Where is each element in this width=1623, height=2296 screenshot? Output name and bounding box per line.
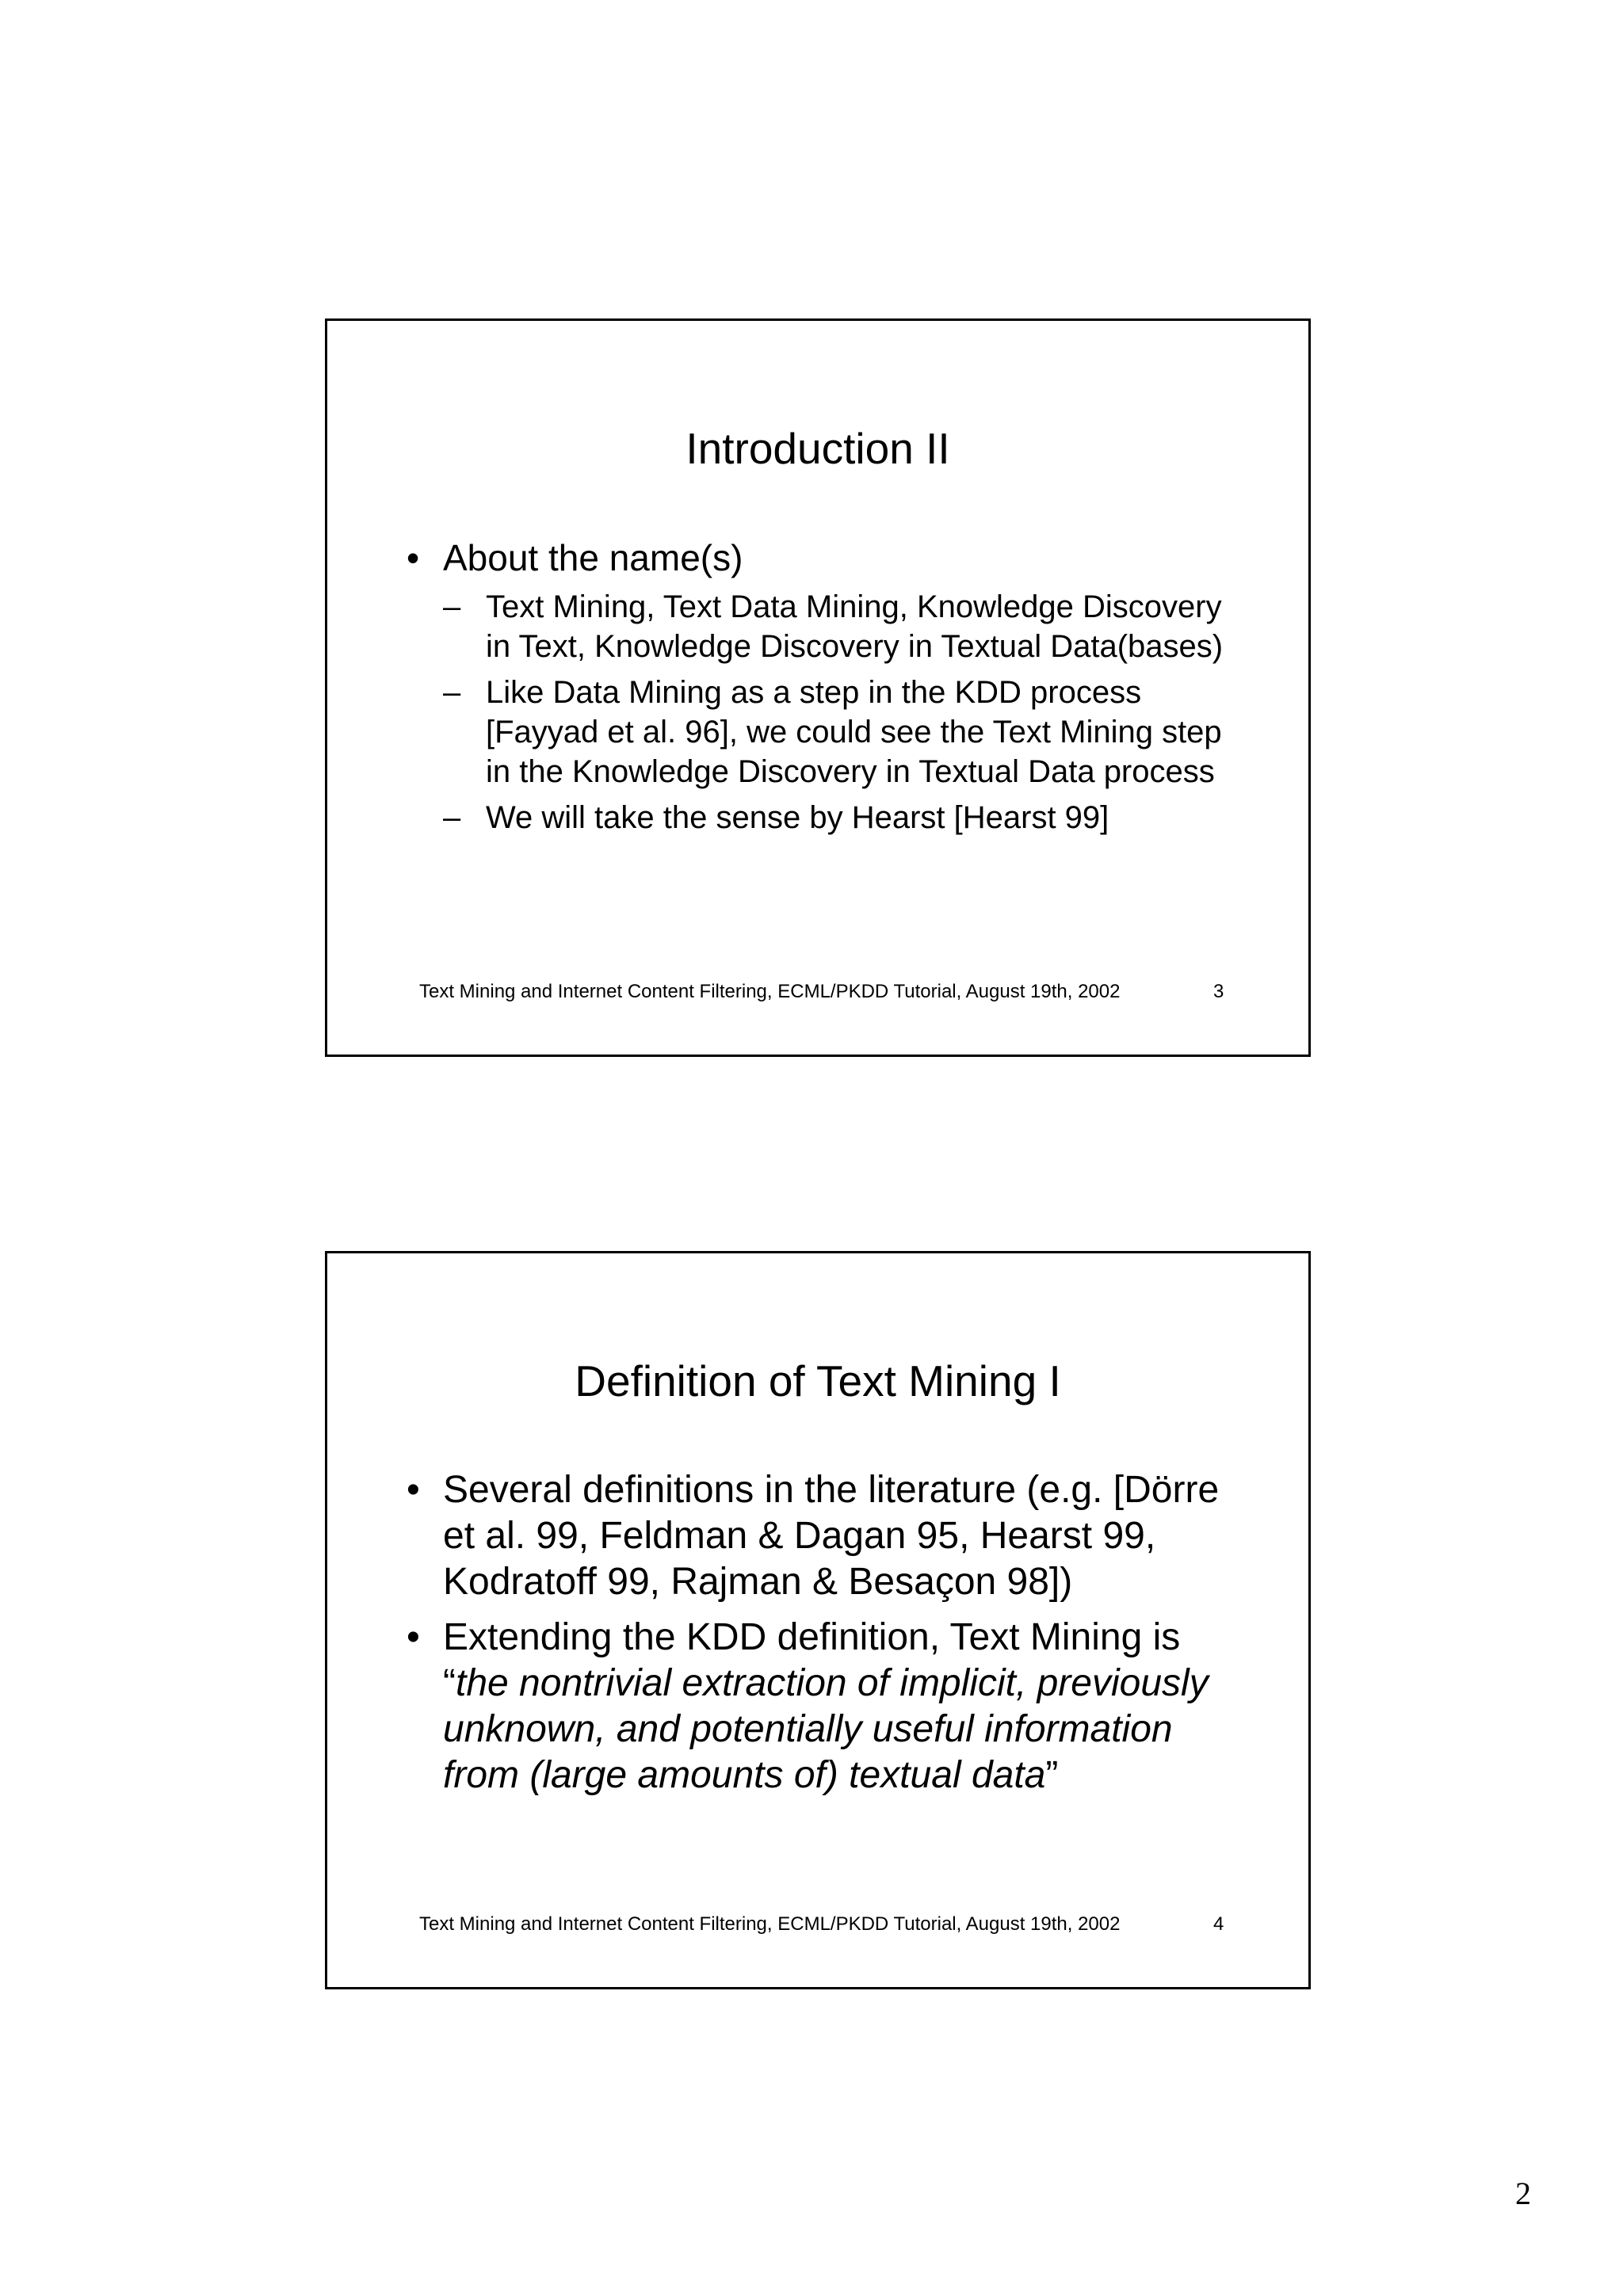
sub-bullet-text: Text Mining, Text Data Mining, Knowledge Discovery in Text, Knowledge Discovery in Textual Data(bases)	[486, 589, 1224, 664]
sub-bullet-marker: –	[443, 675, 461, 710]
definition-quote: the nontrivial extraction of implicit, previously unknown, and potentially useful information from (large amounts of) textual data	[443, 1662, 1209, 1796]
slide-number: 4	[1213, 1913, 1224, 1935]
close-quote: ”	[1045, 1754, 1059, 1796]
sub-bullet-item	[443, 798, 1247, 837]
bullet-marker: •	[407, 1469, 420, 1511]
sub-bullet-item	[443, 587, 1247, 666]
bullet-item	[407, 1615, 1247, 1798]
sub-bullet-item	[443, 673, 1247, 791]
slide-title: Definition of Text Mining I	[575, 1356, 1061, 1405]
sub-bullet-list	[443, 587, 1247, 837]
bullet-marker: •	[407, 537, 420, 578]
page-number: 2	[1515, 2176, 1531, 2211]
bullet-marker: •	[407, 1616, 420, 1658]
open-quote: “	[443, 1662, 456, 1704]
slide-introduction-ii	[325, 318, 1311, 1057]
sub-bullet-text: We will take the sense by Hearst [Hearst 99]	[486, 800, 1109, 835]
bullet-item	[407, 535, 1247, 837]
slide-number: 3	[1213, 981, 1224, 1002]
sub-bullet-marker: –	[443, 589, 461, 624]
sub-bullet-marker: –	[443, 800, 461, 835]
bullet-item	[407, 1467, 1247, 1605]
slide-definition-of-text-mining-i	[325, 1251, 1311, 1989]
slide-footer: Text Mining and Internet Content Filtering, ECML/PKDD Tutorial, August 19th, 2002	[419, 981, 1121, 1002]
slide-title: Introduction II	[685, 424, 950, 473]
bullet-text: About the name(s)	[443, 537, 743, 578]
sub-bullet-text: Like Data Mining as a step in the KDD process [Fayyad et al. 96], we could see the Text Mining step in the Knowledge Discovery in Textual Data process	[486, 675, 1222, 789]
slide-footer: Text Mining and Internet Content Filtering, ECML/PKDD Tutorial, August 19th, 2002	[419, 1913, 1121, 1935]
bullet-text: Several definitions in the literature (e.g. [Dörre et al. 99, Feldman & Dagan 95, Hearst 99, Kodratoff 99, Rajman & Besaçon 98])	[443, 1469, 1220, 1603]
bullet-list	[407, 1467, 1247, 1808]
bullet-text: Extending the KDD definition, Text Mining is	[443, 1616, 1181, 1658]
bullet-list	[407, 535, 1247, 837]
